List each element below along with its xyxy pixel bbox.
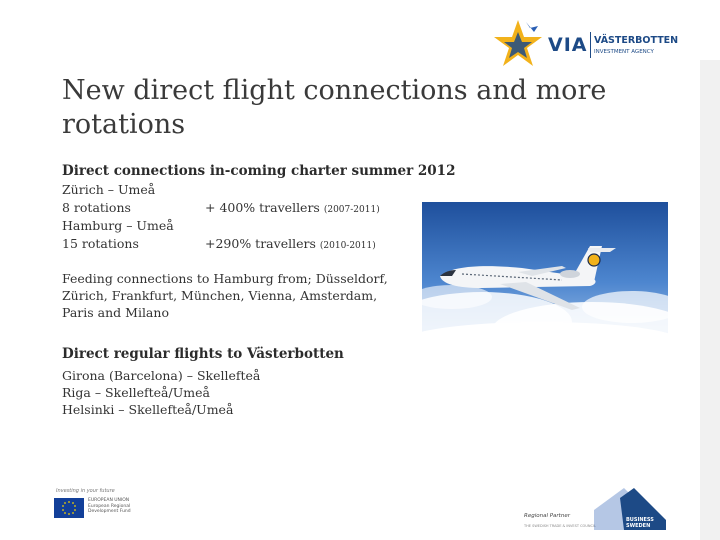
feeding-line2: Zürich, Frankfurt, München, Vienna, Amsterdam, [62, 288, 378, 303]
route2-stat [205, 236, 376, 251]
logo-divider [590, 32, 591, 58]
feeding-line3: Paris and Milano [62, 305, 169, 320]
eu-line: European Regional [88, 503, 131, 509]
regional-partner-label: Regional Partner [524, 513, 570, 519]
bs-line: SWEDEN [626, 523, 651, 529]
route2-label: Hamburg – Umeå [62, 218, 174, 233]
via-logo [492, 16, 679, 70]
route2-rotations: 15 rotations [62, 236, 139, 251]
route1-stat-value: + 400% travellers [205, 200, 320, 215]
airplane-image [422, 202, 668, 348]
right-edge-band [700, 60, 720, 540]
regular-item: Riga – Skellefteå/Umeå [62, 385, 210, 400]
route1-label: Zürich – Umeå [62, 182, 156, 197]
eu-flag-icon [54, 498, 84, 518]
eu-line: Development Fund [88, 509, 131, 514]
regular-item: Girona (Barcelona) – Skellefteå [62, 368, 261, 383]
partner-council-text: THE SWEDISH TRADE & INVEST COUNCIL [524, 524, 596, 528]
investing-tagline: Investing in your future [56, 488, 115, 494]
route1-rotations: 8 rotations [62, 200, 131, 215]
regular-item: Helsinki – Skellefteå/Umeå [62, 402, 234, 417]
star-logo-icon [492, 18, 544, 68]
eu-line: EUROPEAN UNION [88, 498, 130, 503]
eu-fund-text [88, 498, 131, 515]
regular-heading: Direct regular flights to Västerbotten [62, 346, 344, 362]
charter-heading: Direct connections in-coming charter summer 2012 [62, 163, 456, 179]
route2-stat-value: +290% travellers [205, 236, 316, 251]
logo-name-line2: INVESTMENT AGENCY [594, 49, 654, 55]
route2-stat-period: (2010-2011) [319, 241, 376, 251]
route1-stat [205, 200, 380, 215]
bs-line: BUSINESS [626, 517, 654, 523]
business-sweden-text [626, 517, 654, 529]
slide-title: New direct flight connections and more rotations [62, 75, 607, 140]
logo-name-line1: VÄSTERBOTTEN [594, 35, 679, 46]
feeding-line1: Feeding connections to Hamburg from; Düsseldorf, [62, 271, 388, 286]
route1-stat-period: (2007-2011) [323, 205, 380, 215]
logo-brand: VIA [548, 34, 588, 56]
airplane-photo [422, 202, 668, 348]
